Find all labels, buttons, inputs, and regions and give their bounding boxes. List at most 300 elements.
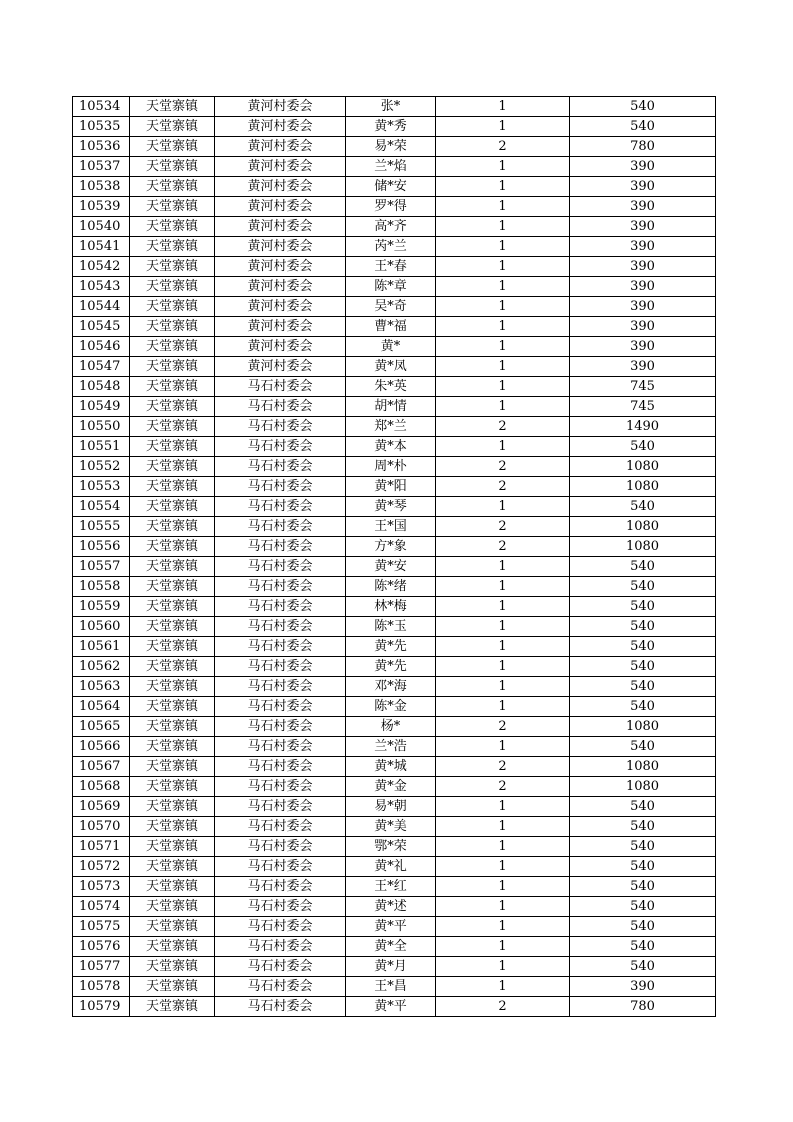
name-cell: 储*安 <box>346 177 436 197</box>
table-row <box>73 317 716 337</box>
table-row <box>73 777 716 797</box>
village-committee-cell: 马石村委会 <box>215 397 346 417</box>
town-cell: 天堂寨镇 <box>130 537 215 557</box>
village-committee-cell: 黄河村委会 <box>215 97 346 117</box>
count-cell: 1 <box>436 917 570 937</box>
table-row <box>73 997 716 1017</box>
village-committee-cell: 马石村委会 <box>215 917 346 937</box>
town-cell: 天堂寨镇 <box>130 977 215 997</box>
amount-cell: 540 <box>570 497 716 517</box>
village-committee-cell: 马石村委会 <box>215 637 346 657</box>
row-id-cell: 10558 <box>73 577 130 597</box>
amount-cell: 540 <box>570 817 716 837</box>
row-id-cell: 10557 <box>73 557 130 577</box>
amount-cell: 540 <box>570 737 716 757</box>
table-row <box>73 337 716 357</box>
table-row <box>73 197 716 217</box>
row-id-cell: 10553 <box>73 477 130 497</box>
name-cell: 陈*金 <box>346 697 436 717</box>
town-cell: 天堂寨镇 <box>130 437 215 457</box>
name-cell: 易*荣 <box>346 137 436 157</box>
row-id-cell: 10572 <box>73 857 130 877</box>
name-cell: 鄂*荣 <box>346 837 436 857</box>
name-cell: 黄* <box>346 337 436 357</box>
row-id-cell: 10562 <box>73 657 130 677</box>
amount-cell: 540 <box>570 677 716 697</box>
count-cell: 2 <box>436 777 570 797</box>
count-cell: 1 <box>436 357 570 377</box>
amount-cell: 780 <box>570 997 716 1017</box>
village-committee-cell: 马石村委会 <box>215 957 346 977</box>
row-id-cell: 10571 <box>73 837 130 857</box>
row-id-cell: 10539 <box>73 197 130 217</box>
name-cell: 邓*海 <box>346 677 436 697</box>
table-row <box>73 417 716 437</box>
village-committee-cell: 马石村委会 <box>215 577 346 597</box>
amount-cell: 1080 <box>570 457 716 477</box>
count-cell: 1 <box>436 177 570 197</box>
town-cell: 天堂寨镇 <box>130 917 215 937</box>
village-committee-cell: 黄河村委会 <box>215 237 346 257</box>
amount-cell: 390 <box>570 337 716 357</box>
town-cell: 天堂寨镇 <box>130 417 215 437</box>
town-cell: 天堂寨镇 <box>130 477 215 497</box>
name-cell: 黄*金 <box>346 777 436 797</box>
amount-cell: 540 <box>570 97 716 117</box>
row-id-cell: 10570 <box>73 817 130 837</box>
name-cell: 方*象 <box>346 537 436 557</box>
village-committee-cell: 马石村委会 <box>215 857 346 877</box>
row-id-cell: 10549 <box>73 397 130 417</box>
amount-cell: 1080 <box>570 477 716 497</box>
count-cell: 1 <box>436 577 570 597</box>
town-cell: 天堂寨镇 <box>130 157 215 177</box>
count-cell: 2 <box>436 457 570 477</box>
amount-cell: 390 <box>570 317 716 337</box>
village-committee-cell: 马石村委会 <box>215 817 346 837</box>
row-id-cell: 10547 <box>73 357 130 377</box>
row-id-cell: 10573 <box>73 877 130 897</box>
village-committee-cell: 马石村委会 <box>215 657 346 677</box>
table-row <box>73 677 716 697</box>
count-cell: 1 <box>436 497 570 517</box>
name-cell: 朱*英 <box>346 377 436 397</box>
name-cell: 易*朝 <box>346 797 436 817</box>
town-cell: 天堂寨镇 <box>130 617 215 637</box>
village-committee-cell: 马石村委会 <box>215 757 346 777</box>
town-cell: 天堂寨镇 <box>130 557 215 577</box>
table-row <box>73 297 716 317</box>
name-cell: 高*齐 <box>346 217 436 237</box>
town-cell: 天堂寨镇 <box>130 797 215 817</box>
village-committee-cell: 黄河村委会 <box>215 217 346 237</box>
village-committee-cell: 马石村委会 <box>215 937 346 957</box>
count-cell: 1 <box>436 677 570 697</box>
village-committee-cell: 黄河村委会 <box>215 357 346 377</box>
name-cell: 芮*兰 <box>346 237 436 257</box>
table-row <box>73 637 716 657</box>
row-id-cell: 10577 <box>73 957 130 977</box>
village-committee-cell: 马石村委会 <box>215 557 346 577</box>
count-cell: 1 <box>436 637 570 657</box>
amount-cell: 540 <box>570 597 716 617</box>
name-cell: 黄*全 <box>346 937 436 957</box>
amount-cell: 540 <box>570 937 716 957</box>
amount-cell: 390 <box>570 217 716 237</box>
name-cell: 林*梅 <box>346 597 436 617</box>
village-committee-cell: 马石村委会 <box>215 437 346 457</box>
row-id-cell: 10576 <box>73 937 130 957</box>
table-row <box>73 377 716 397</box>
town-cell: 天堂寨镇 <box>130 817 215 837</box>
name-cell: 黄*安 <box>346 557 436 577</box>
name-cell: 周*朴 <box>346 457 436 477</box>
amount-cell: 1080 <box>570 517 716 537</box>
town-cell: 天堂寨镇 <box>130 457 215 477</box>
town-cell: 天堂寨镇 <box>130 757 215 777</box>
village-committee-cell: 马石村委会 <box>215 697 346 717</box>
name-cell: 黄*平 <box>346 917 436 937</box>
amount-cell: 390 <box>570 297 716 317</box>
town-cell: 天堂寨镇 <box>130 517 215 537</box>
village-committee-cell: 马石村委会 <box>215 477 346 497</box>
count-cell: 1 <box>436 937 570 957</box>
name-cell: 王*红 <box>346 877 436 897</box>
village-committee-cell: 黄河村委会 <box>215 297 346 317</box>
row-id-cell: 10566 <box>73 737 130 757</box>
row-id-cell: 10560 <box>73 617 130 637</box>
table-row <box>73 937 716 957</box>
town-cell: 天堂寨镇 <box>130 677 215 697</box>
table-row <box>73 177 716 197</box>
village-committee-cell: 黄河村委会 <box>215 157 346 177</box>
table-row <box>73 457 716 477</box>
count-cell: 2 <box>436 537 570 557</box>
name-cell: 兰*浩 <box>346 737 436 757</box>
village-committee-cell: 马石村委会 <box>215 377 346 397</box>
amount-cell: 540 <box>570 957 716 977</box>
count-cell: 2 <box>436 137 570 157</box>
count-cell: 2 <box>436 477 570 497</box>
village-committee-cell: 黄河村委会 <box>215 177 346 197</box>
name-cell: 罗*得 <box>346 197 436 217</box>
table-row <box>73 437 716 457</box>
town-cell: 天堂寨镇 <box>130 357 215 377</box>
table-row <box>73 897 716 917</box>
row-id-cell: 10574 <box>73 897 130 917</box>
count-cell: 2 <box>436 417 570 437</box>
town-cell: 天堂寨镇 <box>130 277 215 297</box>
amount-cell: 390 <box>570 277 716 297</box>
row-id-cell: 10543 <box>73 277 130 297</box>
row-id-cell: 10569 <box>73 797 130 817</box>
name-cell: 黄*阳 <box>346 477 436 497</box>
name-cell: 黄*月 <box>346 957 436 977</box>
count-cell: 1 <box>436 317 570 337</box>
table-row <box>73 817 716 837</box>
village-committee-cell: 马石村委会 <box>215 717 346 737</box>
amount-cell: 540 <box>570 857 716 877</box>
amount-cell: 540 <box>570 577 716 597</box>
town-cell: 天堂寨镇 <box>130 217 215 237</box>
count-cell: 1 <box>436 957 570 977</box>
town-cell: 天堂寨镇 <box>130 257 215 277</box>
table-row <box>73 737 716 757</box>
amount-cell: 540 <box>570 877 716 897</box>
name-cell: 杨* <box>346 717 436 737</box>
town-cell: 天堂寨镇 <box>130 577 215 597</box>
name-cell: 黄*美 <box>346 817 436 837</box>
town-cell: 天堂寨镇 <box>130 497 215 517</box>
name-cell: 黄*述 <box>346 897 436 917</box>
town-cell: 天堂寨镇 <box>130 377 215 397</box>
amount-cell: 390 <box>570 157 716 177</box>
town-cell: 天堂寨镇 <box>130 697 215 717</box>
count-cell: 1 <box>436 657 570 677</box>
amount-cell: 390 <box>570 237 716 257</box>
town-cell: 天堂寨镇 <box>130 717 215 737</box>
amount-cell: 1080 <box>570 717 716 737</box>
table-row <box>73 577 716 597</box>
count-cell: 1 <box>436 257 570 277</box>
town-cell: 天堂寨镇 <box>130 337 215 357</box>
row-id-cell: 10535 <box>73 117 130 137</box>
amount-cell: 745 <box>570 397 716 417</box>
town-cell: 天堂寨镇 <box>130 97 215 117</box>
amount-cell: 540 <box>570 557 716 577</box>
village-committee-cell: 黄河村委会 <box>215 337 346 357</box>
count-cell: 1 <box>436 157 570 177</box>
row-id-cell: 10559 <box>73 597 130 617</box>
amount-cell: 780 <box>570 137 716 157</box>
amount-cell: 540 <box>570 617 716 637</box>
table-row <box>73 477 716 497</box>
village-committee-cell: 马石村委会 <box>215 777 346 797</box>
count-cell: 1 <box>436 237 570 257</box>
name-cell: 陈*玉 <box>346 617 436 637</box>
table-row <box>73 617 716 637</box>
count-cell: 2 <box>436 517 570 537</box>
town-cell: 天堂寨镇 <box>130 237 215 257</box>
row-id-cell: 10565 <box>73 717 130 737</box>
amount-cell: 540 <box>570 437 716 457</box>
name-cell: 黄*本 <box>346 437 436 457</box>
table-row <box>73 657 716 677</box>
amount-cell: 540 <box>570 657 716 677</box>
row-id-cell: 10563 <box>73 677 130 697</box>
village-committee-cell: 马石村委会 <box>215 897 346 917</box>
village-committee-cell: 马石村委会 <box>215 877 346 897</box>
amount-cell: 540 <box>570 797 716 817</box>
amount-cell: 390 <box>570 357 716 377</box>
table-row <box>73 717 716 737</box>
table-row <box>73 597 716 617</box>
town-cell: 天堂寨镇 <box>130 877 215 897</box>
amount-cell: 1080 <box>570 777 716 797</box>
count-cell: 1 <box>436 217 570 237</box>
row-id-cell: 10544 <box>73 297 130 317</box>
row-id-cell: 10540 <box>73 217 130 237</box>
name-cell: 张* <box>346 97 436 117</box>
count-cell: 1 <box>436 857 570 877</box>
village-committee-cell: 马石村委会 <box>215 677 346 697</box>
town-cell: 天堂寨镇 <box>130 937 215 957</box>
amount-cell: 540 <box>570 117 716 137</box>
amount-cell: 390 <box>570 197 716 217</box>
table-row <box>73 397 716 417</box>
count-cell: 1 <box>436 197 570 217</box>
count-cell: 1 <box>436 837 570 857</box>
row-id-cell: 10550 <box>73 417 130 437</box>
town-cell: 天堂寨镇 <box>130 297 215 317</box>
count-cell: 1 <box>436 697 570 717</box>
row-id-cell: 10545 <box>73 317 130 337</box>
row-id-cell: 10552 <box>73 457 130 477</box>
row-id-cell: 10554 <box>73 497 130 517</box>
amount-cell: 540 <box>570 637 716 657</box>
count-cell: 1 <box>436 797 570 817</box>
table-row <box>73 517 716 537</box>
name-cell: 黄*平 <box>346 997 436 1017</box>
row-id-cell: 10579 <box>73 997 130 1017</box>
count-cell: 1 <box>436 297 570 317</box>
town-cell: 天堂寨镇 <box>130 317 215 337</box>
row-id-cell: 10575 <box>73 917 130 937</box>
village-committee-cell: 黄河村委会 <box>215 197 346 217</box>
amount-cell: 1490 <box>570 417 716 437</box>
amount-cell: 1080 <box>570 757 716 777</box>
village-committee-cell: 马石村委会 <box>215 837 346 857</box>
table-row <box>73 957 716 977</box>
town-cell: 天堂寨镇 <box>130 897 215 917</box>
village-committee-cell: 黄河村委会 <box>215 277 346 297</box>
table-row <box>73 757 716 777</box>
town-cell: 天堂寨镇 <box>130 637 215 657</box>
name-cell: 兰*焰 <box>346 157 436 177</box>
village-committee-cell: 马石村委会 <box>215 497 346 517</box>
village-committee-cell: 黄河村委会 <box>215 117 346 137</box>
town-cell: 天堂寨镇 <box>130 857 215 877</box>
row-id-cell: 10561 <box>73 637 130 657</box>
count-cell: 2 <box>436 997 570 1017</box>
count-cell: 1 <box>436 437 570 457</box>
table-row <box>73 257 716 277</box>
count-cell: 1 <box>436 897 570 917</box>
village-committee-cell: 黄河村委会 <box>215 137 346 157</box>
row-id-cell: 10537 <box>73 157 130 177</box>
name-cell: 黄*凤 <box>346 357 436 377</box>
town-cell: 天堂寨镇 <box>130 137 215 157</box>
village-committee-cell: 马石村委会 <box>215 517 346 537</box>
name-cell: 曹*福 <box>346 317 436 337</box>
village-committee-cell: 马石村委会 <box>215 977 346 997</box>
row-id-cell: 10556 <box>73 537 130 557</box>
count-cell: 1 <box>436 377 570 397</box>
town-cell: 天堂寨镇 <box>130 117 215 137</box>
amount-cell: 1080 <box>570 537 716 557</box>
row-id-cell: 10555 <box>73 517 130 537</box>
count-cell: 1 <box>436 277 570 297</box>
count-cell: 2 <box>436 717 570 737</box>
village-committee-cell: 马石村委会 <box>215 737 346 757</box>
village-committee-cell: 马石村委会 <box>215 797 346 817</box>
row-id-cell: 10568 <box>73 777 130 797</box>
town-cell: 天堂寨镇 <box>130 597 215 617</box>
town-cell: 天堂寨镇 <box>130 197 215 217</box>
name-cell: 黄*先 <box>346 657 436 677</box>
amount-cell: 540 <box>570 837 716 857</box>
name-cell: 郑*兰 <box>346 417 436 437</box>
table-row <box>73 497 716 517</box>
data-table <box>72 96 716 1017</box>
town-cell: 天堂寨镇 <box>130 397 215 417</box>
village-committee-cell: 马石村委会 <box>215 997 346 1017</box>
amount-cell: 390 <box>570 257 716 277</box>
amount-cell: 390 <box>570 177 716 197</box>
amount-cell: 540 <box>570 917 716 937</box>
name-cell: 黄*城 <box>346 757 436 777</box>
row-id-cell: 10548 <box>73 377 130 397</box>
village-committee-cell: 马石村委会 <box>215 617 346 637</box>
table-row <box>73 797 716 817</box>
table-row <box>73 217 716 237</box>
name-cell: 胡*情 <box>346 397 436 417</box>
village-committee-cell: 马石村委会 <box>215 457 346 477</box>
name-cell: 黄*琴 <box>346 497 436 517</box>
village-committee-cell: 马石村委会 <box>215 417 346 437</box>
amount-cell: 540 <box>570 697 716 717</box>
name-cell: 陈*绪 <box>346 577 436 597</box>
row-id-cell: 10542 <box>73 257 130 277</box>
count-cell: 1 <box>436 617 570 637</box>
count-cell: 1 <box>436 117 570 137</box>
table-row <box>73 557 716 577</box>
name-cell: 黄*礼 <box>346 857 436 877</box>
village-committee-cell: 马石村委会 <box>215 597 346 617</box>
table-row <box>73 117 716 137</box>
row-id-cell: 10538 <box>73 177 130 197</box>
town-cell: 天堂寨镇 <box>130 657 215 677</box>
count-cell: 1 <box>436 737 570 757</box>
count-cell: 1 <box>436 817 570 837</box>
name-cell: 黄*先 <box>346 637 436 657</box>
name-cell: 王*国 <box>346 517 436 537</box>
table-row <box>73 137 716 157</box>
count-cell: 1 <box>436 337 570 357</box>
town-cell: 天堂寨镇 <box>130 177 215 197</box>
table-row <box>73 877 716 897</box>
village-committee-cell: 马石村委会 <box>215 537 346 557</box>
table-row <box>73 857 716 877</box>
amount-cell: 390 <box>570 977 716 997</box>
table-row <box>73 917 716 937</box>
name-cell: 黄*秀 <box>346 117 436 137</box>
town-cell: 天堂寨镇 <box>130 737 215 757</box>
row-id-cell: 10578 <box>73 977 130 997</box>
name-cell: 陈*章 <box>346 277 436 297</box>
table-row <box>73 157 716 177</box>
row-id-cell: 10551 <box>73 437 130 457</box>
row-id-cell: 10546 <box>73 337 130 357</box>
table-row <box>73 537 716 557</box>
row-id-cell: 10534 <box>73 97 130 117</box>
count-cell: 1 <box>436 97 570 117</box>
amount-cell: 540 <box>570 897 716 917</box>
row-id-cell: 10564 <box>73 697 130 717</box>
town-cell: 天堂寨镇 <box>130 777 215 797</box>
table-row <box>73 837 716 857</box>
name-cell: 王*昌 <box>346 977 436 997</box>
